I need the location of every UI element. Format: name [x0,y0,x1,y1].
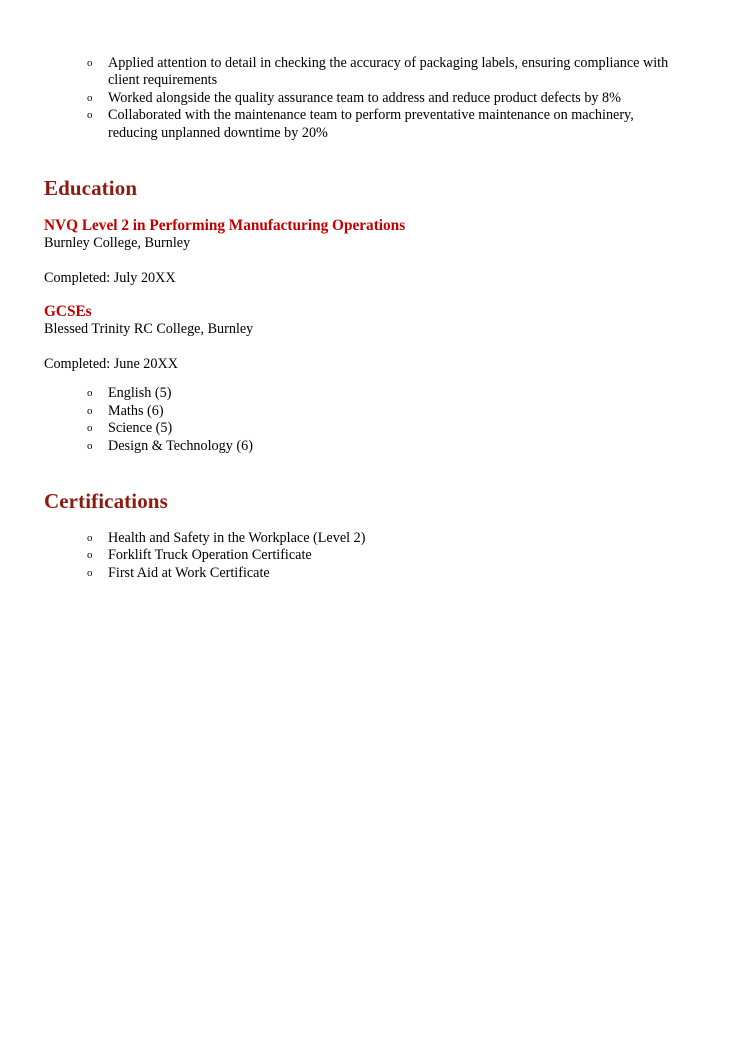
list-item-text: English (5) [108,385,172,402]
bullet-circle-icon: o [87,566,93,579]
education-qualification-title: NVQ Level 2 in Performing Manufacturing Operations [44,217,406,235]
list-item [44,403,684,420]
list-item-text: Design & Technology (6) [108,437,253,454]
certifications-list [44,530,684,582]
education-completed-date: Completed: June 20XX [44,356,178,373]
list-item [44,547,684,564]
list-item-text: Collaborated with the maintenance team to perform preventative maintenance on machinery, reducing unplanned downtime by 20% [108,107,634,141]
list-item [44,55,684,90]
gcse-grades-list [44,385,684,455]
experience-bullet-list [44,55,684,142]
list-item [44,420,684,437]
education-completed-date: Completed: July 20XX [44,269,176,286]
list-item [44,90,684,107]
list-item-text: Health and Safety in the Workplace (Level 2) [108,530,366,547]
bullet-circle-icon: o [87,532,93,545]
bullet-circle-icon: o [87,57,93,69]
list-item-text: Worked alongside the quality assurance team to address and reduce product defects by 8% [108,89,621,106]
bullet-circle-icon: o [87,439,93,452]
education-institution: Blessed Trinity RC College, Burnley [44,321,254,338]
bullet-circle-icon: o [87,387,93,400]
list-item-text: Maths (6) [108,402,164,419]
education-institution: Burnley College, Burnley [44,235,191,252]
bullet-circle-icon: o [87,422,93,435]
section-heading-certifications: Certifications [44,489,168,514]
bullet-circle-icon: o [87,404,93,417]
list-item [44,565,684,582]
list-item-text: First Aid at Work Certificate [108,564,270,581]
bullet-circle-icon: o [87,91,93,104]
list-item [44,530,684,547]
list-item-text: Science (5) [108,420,173,437]
education-qualification-title: GCSEs [44,303,92,321]
list-item-text: Forklift Truck Operation Certificate [108,547,312,564]
section-heading-education: Education [44,176,138,201]
list-item [44,107,684,142]
bullet-circle-icon: o [87,109,93,122]
list-item [44,385,684,402]
list-item-text: Applied attention to detail in checking the accuracy of packaging labels, ensuring compliance with client requirements [108,55,669,89]
bullet-circle-icon: o [87,549,93,562]
document-content [44,55,684,582]
list-item [44,438,684,455]
